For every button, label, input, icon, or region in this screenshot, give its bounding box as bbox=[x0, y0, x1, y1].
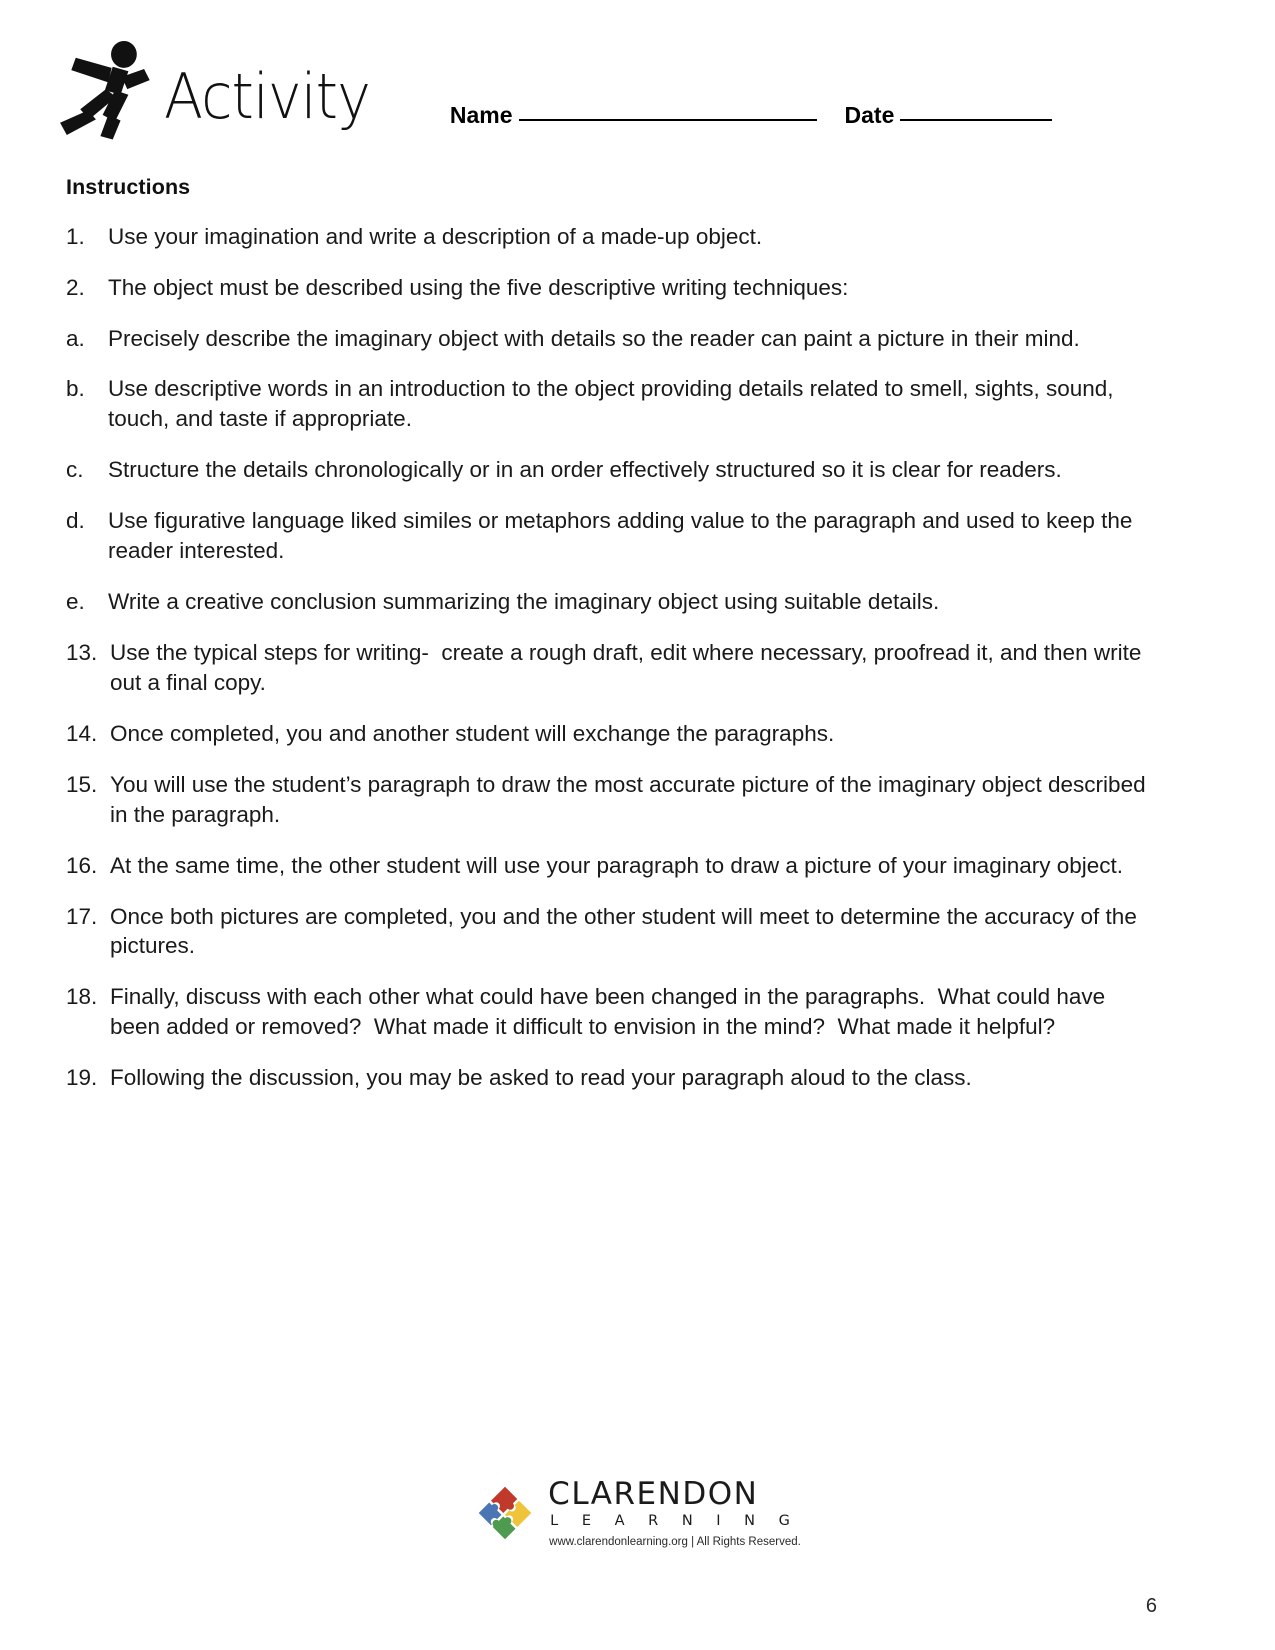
instructions-section bbox=[66, 175, 1151, 1114]
instruction-marker: 16. bbox=[66, 852, 98, 878]
instruction-marker: 19. bbox=[66, 1065, 98, 1091]
instructions-heading: Instructions bbox=[66, 175, 191, 199]
instruction-text: The object must be described using the five descriptive writing techniques: bbox=[108, 274, 849, 300]
instruction-item bbox=[66, 902, 1151, 962]
instruction-text: Use descriptive words in an introduction to the object providing details related to smell, sights, sound, touch, and taste if appropriate. bbox=[108, 376, 1120, 432]
instruction-text: Once completed, you and another student will exchange the paragraphs. bbox=[110, 720, 835, 746]
logo-wordmark bbox=[548, 1478, 801, 1548]
instruction-item bbox=[66, 273, 1151, 303]
page-header bbox=[50, 30, 1225, 150]
name-input-line[interactable] bbox=[519, 118, 817, 121]
instruction-text: Following the discussion, you may be asked to read your paragraph aloud to the class. bbox=[110, 1065, 972, 1091]
instruction-item bbox=[66, 851, 1151, 881]
date-input-line[interactable] bbox=[900, 118, 1052, 121]
instruction-marker: 14. bbox=[66, 720, 98, 746]
instructions-list bbox=[66, 222, 1151, 1093]
instruction-text: Write a creative conclusion summarizing the imaginary object using suitable details. bbox=[108, 589, 940, 615]
instruction-item bbox=[66, 374, 1151, 434]
instruction-text: Use your imagination and write a description of a made-up object. bbox=[108, 223, 763, 249]
instruction-item bbox=[66, 719, 1151, 749]
instruction-marker: c. bbox=[66, 457, 84, 483]
instruction-text: Use the typical steps for writing- create a rough draft, edit where necessary, proofread it, and then write out a final copy. bbox=[110, 640, 1148, 695]
instruction-item bbox=[66, 455, 1151, 485]
instruction-marker: 1. bbox=[66, 223, 85, 249]
instruction-text: Use figurative language liked similes or metaphors adding value to the paragraph and used to keep the reader interested. bbox=[108, 508, 1139, 564]
name-label: Name bbox=[449, 102, 513, 128]
instruction-text: At the same time, the other student will use your paragraph to draw a picture of your imaginary object. bbox=[110, 852, 1124, 878]
instruction-marker: 13. bbox=[66, 640, 98, 666]
instruction-text: You will use the student’s paragraph to draw the most accurate picture of the imaginary object described in the paragraph. bbox=[110, 771, 1152, 827]
instruction-marker: e. bbox=[66, 589, 85, 615]
instruction-text: Precisely describe the imaginary object with details so the reader can paint a picture in their mind. bbox=[108, 325, 1080, 351]
instruction-text: Once both pictures are completed, you and the other student will meet to determine the accuracy of the pictures. bbox=[110, 903, 1144, 959]
instruction-marker: 2. bbox=[66, 274, 85, 300]
running-person-icon bbox=[50, 32, 162, 144]
instruction-marker: d. bbox=[66, 508, 85, 534]
instruction-item bbox=[66, 222, 1151, 252]
instruction-item bbox=[66, 506, 1151, 566]
page-title: Activity bbox=[164, 60, 370, 133]
instruction-text: Structure the details chronologically or in an order effectively structured so it is clear for readers. bbox=[108, 457, 1062, 483]
page-footer bbox=[0, 1478, 1275, 1548]
instruction-text: Finally, discuss with each other what could have been changed in the paragraphs. What could have been added or removed? What made it difficult to envision in the mind? What made it helpful? bbox=[110, 984, 1112, 1040]
instruction-marker: 15. bbox=[66, 771, 98, 797]
name-date-fields bbox=[450, 102, 1053, 129]
instruction-marker: b. bbox=[66, 376, 85, 402]
instruction-item bbox=[66, 770, 1151, 830]
instruction-item bbox=[66, 982, 1151, 1042]
date-label: Date bbox=[844, 102, 895, 128]
puzzle-pieces-icon bbox=[474, 1482, 536, 1544]
instruction-marker: 17. bbox=[66, 903, 98, 929]
instruction-item bbox=[66, 324, 1151, 354]
instruction-marker: a. bbox=[66, 325, 85, 351]
instruction-item bbox=[66, 1063, 1151, 1093]
clarendon-logo bbox=[474, 1478, 801, 1548]
instruction-item bbox=[66, 638, 1151, 698]
brand-name: CLARENDON bbox=[548, 1476, 759, 1512]
instruction-marker: 18. bbox=[66, 984, 98, 1010]
brand-tagline: L E A R N I N G bbox=[550, 1512, 800, 1529]
copyright-text: www.clarendonlearning.org | All Rights Reserved. bbox=[549, 1535, 801, 1548]
page-number: 6 bbox=[1145, 1595, 1157, 1617]
instruction-item bbox=[66, 587, 1151, 617]
